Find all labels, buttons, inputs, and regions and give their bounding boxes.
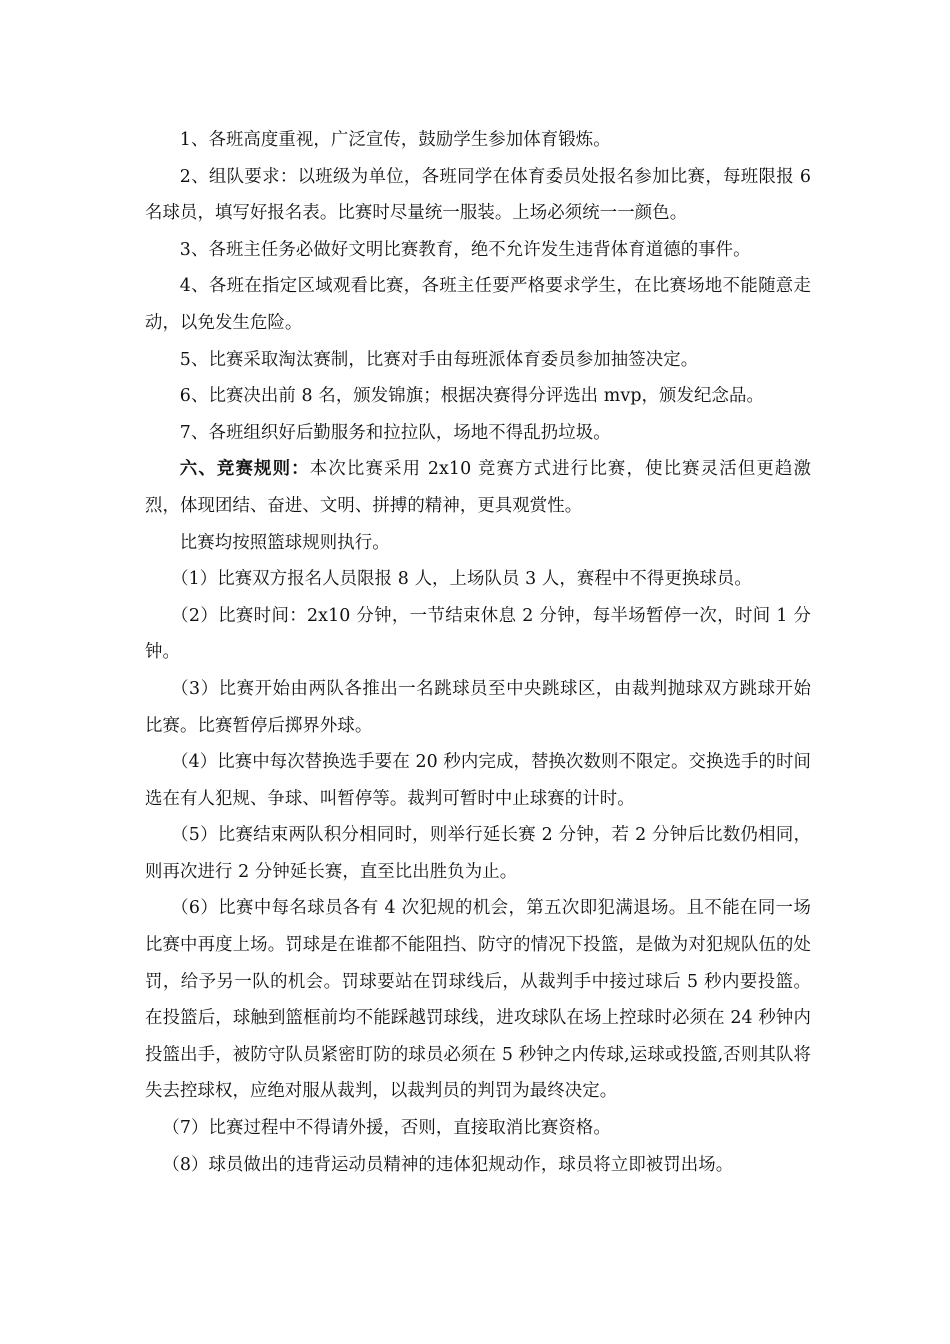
section-six-text: 本次比赛采用 2x10 竞赛方式进行比赛，使比赛灵活但更趋激烈，体现团结、奋进、文明、拼搏的精神，更具观赏性。: [145, 459, 812, 516]
rule-3: （3）比赛开始由两队各推出一名跳球员至中央跳球区，由裁判抛球双方跳球开始比赛。比赛暂停后掷界外球。: [145, 678, 811, 736]
paragraph-3: 3、各班主任务必做好文明比赛教育，绝不允许发生违背体育道德的事件。: [179, 239, 751, 260]
paragraph-6: 6、比赛决出前 8 名，颁发锦旗；根据决赛得分评选出 mvp，颁发纪念品。: [179, 386, 764, 407]
rule-6: （6）比赛中每名球员各有 4 次犯规的机会，第五次即犯满退场。且不能在同一场比赛中再度上场。罚球是在谁都不能阻挡、防守的情况下投篮，是做为对犯规队伍的处罚，给予另一队的机会。罚球要站在罚球线后，从裁判手中接过球后 5 秒内要投篮。在投篮后，球触到篮框前均不能踩越罚球线，进攻球队在场上控球时必须在 24 秒钟内投篮出手，被防守队员紧密盯防的球员必须在 5 秒钟之内传球,运球或投篮,否则其队将失去控球权，应绝对服从裁判，以裁判员的判罚为最终决定。: [145, 898, 811, 1102]
paragraph-4: 4、各班在指定区域观看比赛，各班主任要严格要求学生，在比赛场地不能随意走动，以免发生危险。: [145, 276, 811, 333]
rule-1: （1）比赛双方报名人员限报 8 人，上场队员 3 人，赛程中不得更换球员。: [171, 569, 752, 590]
rule-intro: 比赛均按照篮球规则执行。: [179, 532, 390, 553]
paragraph-5: 5、比赛采取淘汰赛制，比赛对手由每班派体育委员参加抽签决定。: [179, 349, 699, 370]
paragraph-2: 2、组队要求：以班级为单位，各班同学在体育委员处报名参加比赛，每班限报 6 名球员，填写好报名表。比赛时尽量统一服装。上场必须统一一颜色。: [145, 166, 811, 224]
paragraph-7: 7、各班组织好后勤服务和拉拉队，场地不得乱扔垃圾。: [179, 422, 611, 443]
rule-4: （4）比赛中每次替换选手要在 20 秒内完成，替换次数则不限定。交换选手的时间选在有人犯规、争球、叫暂停等。裁判可暂时中止球赛的计时。: [145, 752, 811, 809]
section-six-heading: 六、竞赛规则：: [179, 459, 310, 480]
rule-7: （7）比赛过程中不得请外援，否则，直接取消比赛资格。: [162, 1118, 611, 1139]
rule-8: （8）球员做出的违背运动员精神的违体犯规动作，球员将立即被罚出场。: [162, 1154, 734, 1175]
document-body: [145, 122, 811, 1183]
section-six: [145, 451, 811, 524]
rule-2: （2）比赛时间：2x10 分钟，一节结束休息 2 分钟，每半场暂停一次，时间 1 分钟。: [145, 605, 811, 663]
paragraph-1: 1、各班高度重视，广泛宣传，鼓励学生参加体育锻炼。: [179, 130, 611, 150]
rule-5: （5）比赛结束两队积分相同时，则举行延长赛 2 分钟，若 2 分钟后比数仍相同，则再次进行 2 分钟延长赛，直至比出胜负为止。: [145, 825, 811, 882]
